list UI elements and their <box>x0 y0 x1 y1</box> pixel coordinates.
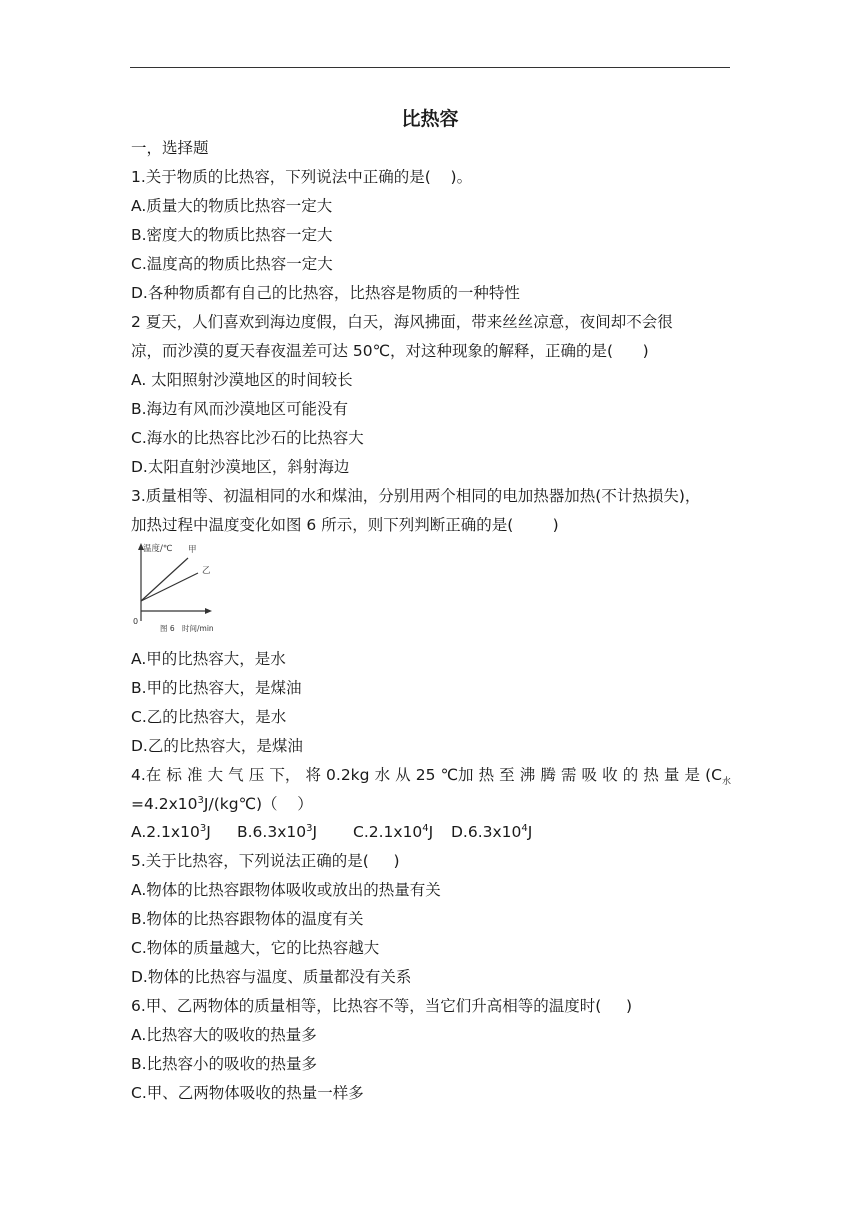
figure-label-jia: 甲 <box>188 545 197 555</box>
question-2-option-b: B.海边有风而沙漠地区可能没有 <box>131 400 349 418</box>
question-3-option-a: A.甲的比热容大，是水 <box>131 650 286 668</box>
question-2-stem-line-1: 2 夏天，人们喜欢到海边度假，白天，海风拂面，带来丝丝凉意，夜间却不会很 <box>131 313 673 331</box>
question-3-option-b: B.甲的比热容大，是煤油 <box>131 679 302 697</box>
q4-word: 水 <box>374 766 391 784</box>
q4-word: 沸 <box>519 766 536 784</box>
header-rule <box>130 67 730 68</box>
question-6-option-c: C.甲、乙两物体吸收的热量一样多 <box>131 1084 364 1102</box>
question-3-option-c: C.乙的比热容大，是水 <box>131 708 287 726</box>
q4-word: 25 <box>415 766 436 784</box>
q4-subscript: 水 <box>721 777 731 787</box>
question-3-figure <box>130 541 220 637</box>
question-6-option-b: B.比热容小的吸收的热量多 <box>131 1055 318 1073</box>
q4-word: 量 <box>663 766 680 784</box>
q4-exponent: 3 <box>197 795 204 806</box>
q4-word: 将 <box>305 766 321 784</box>
page-title: 比热容 <box>401 108 459 130</box>
q4-word: 的 <box>622 766 639 784</box>
q4-word: 吸 <box>581 766 598 784</box>
q4-word: 大 <box>207 766 224 784</box>
question-1-option-d: D.各种物质都有自己的比热容，比热容是物质的一种特性 <box>131 284 520 302</box>
q4-word: 下， <box>269 766 301 784</box>
question-5-stem: 5.关于比热容，下列说法正确的是( ) <box>131 852 400 870</box>
q4-word: 4.在 <box>131 766 162 784</box>
question-4-stem-line-1 <box>131 765 731 792</box>
question-1-stem: 1.关于物质的比热容，下列说法中正确的是( )。 <box>131 168 473 186</box>
q4-word: 至 <box>499 766 515 784</box>
q4-word: 准 <box>186 766 203 784</box>
q4-word: 标 <box>166 766 182 784</box>
q4-word-c: ($C_水$ <box>705 766 731 787</box>
figure-origin: 0 <box>133 617 139 626</box>
figure-line-yi <box>141 573 198 601</box>
q4-word: 需 <box>560 766 577 784</box>
question-2-stem-line-2: 凉，而沙漠的夏天春夜温差可达 50℃，对这种现象的解释，正确的是( ) <box>131 342 649 360</box>
question-2-option-c: C.海水的比热容比沙石的比热容大 <box>131 429 364 447</box>
question-1-option-a: A.质量大的物质比热容一定大 <box>131 197 333 215</box>
q4-word: 腾 <box>540 766 556 784</box>
figure-line-jia <box>141 558 188 601</box>
question-3-option-d: D.乙的比热容大，是煤油 <box>131 737 303 755</box>
question-3-stem-line-1: 3.质量相等、初温相同的水和煤油，分别用两个相同的电加热器加热(不计热损失)， <box>131 487 701 505</box>
q4-word: 压 <box>248 766 265 784</box>
section-heading: 一，选择题 <box>131 139 209 157</box>
question-6-option-a: A.比热容大的吸收的热量多 <box>131 1026 317 1044</box>
q4-word: ℃加 <box>440 766 474 784</box>
question-6-stem: 6.甲、乙两物体的质量相等，比热容不等，当它们升高相等的温度时( ) <box>131 997 633 1015</box>
question-2-option-d: D.太阳直射沙漠地区，斜射海边 <box>131 458 350 476</box>
q4-word: 气 <box>228 766 244 784</box>
question-1-option-b: B.密度大的物质比热容一定大 <box>131 226 333 244</box>
question-3-stem-line-2: 加热过程中温度变化如图 6 所示，则下列判断正确的是( ) <box>131 516 559 534</box>
question-4-stem-line-2: $=4.2x10^3J/(kg℃)$（ ） <box>131 795 313 813</box>
question-4-option-c: $C.2.1x10^4J$ <box>353 823 434 841</box>
q4-word: 收 <box>602 766 618 784</box>
question-5-option-b: B.物体的比热容跟物体的温度有关 <box>131 910 364 928</box>
question-5-option-c: C.物体的质量越大，它的比热容越大 <box>131 939 380 957</box>
figure-caption: 图 6 <box>160 624 175 633</box>
figure-y-label: 温度/℃ <box>143 544 173 554</box>
question-2-option-a: A. 太阳照射沙漠地区的时间较长 <box>131 371 353 389</box>
q4-word: 0.2kg <box>326 766 370 784</box>
question-4-option-a: $A.2.1x10^3J$ <box>131 823 211 841</box>
question-4-option-b: $B.6.3x10^3J$ <box>237 823 318 841</box>
q4-word: 热 <box>643 766 659 784</box>
figure-label-yi: 乙 <box>202 566 211 576</box>
q4-word: 从 <box>395 766 411 784</box>
question-4-option-d: $D.6.3x10^4J$ <box>451 823 533 841</box>
question-5-option-a: A.物体的比热容跟物体吸收或放出的热量有关 <box>131 881 441 899</box>
question-1-option-c: C.温度高的物质比热容一定大 <box>131 255 333 273</box>
figure-x-label: 时间/min <box>182 624 214 633</box>
q4-word: 热 <box>478 766 495 784</box>
figure-x-axis-arrow <box>205 608 212 614</box>
question-5-option-d: D.物体的比热容与温度、质量都没有关系 <box>131 968 412 986</box>
q4-word: 是 <box>684 766 701 784</box>
